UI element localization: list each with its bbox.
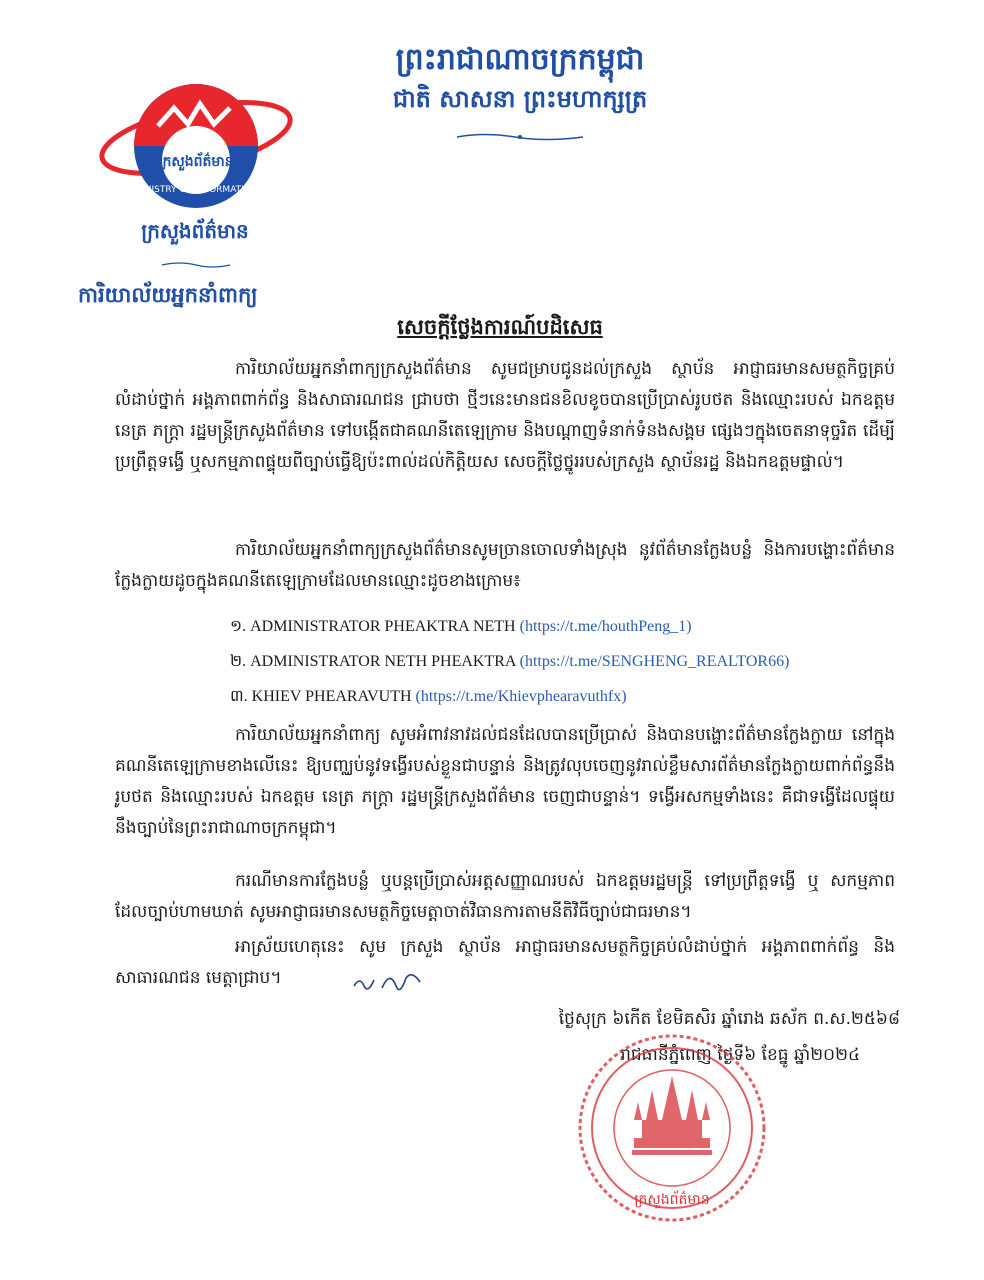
logo-emblem-text: ក្រសួងព័ត៌មាន	[158, 154, 234, 170]
document-title: សេចក្តីថ្លែងការណ៍បដិសេធ	[397, 315, 603, 339]
paragraph-5: អាស្រ័យហេតុនេះ សូម ក្រសួង ស្ថាប័ន អាជ្ញាធរមានសមត្ថកិច្ចគ្រប់លំដាប់ថ្នាក់ អង្គភាពពាក់ព័ន្ធ និងសាធារណជន មេត្តាជ្រាប។	[115, 937, 895, 988]
solar-date: រាជធានីភ្នំពេញ ថ្ងៃទី៦ ខែធ្នូ ឆ្នាំ២០២៤	[620, 1045, 860, 1065]
paragraph-3: ការិយាល័យអ្នកនាំពាក្យ សូមអំពាវនាវដល់ជនដែលបានប្រើប្រាស់ និងបានបង្ហោះព័ត៌មានក្លែងក្លាយ នៅក្នុងគណនីតេឡេក្រាមខាងលើនេះ ឱ្យបញ្ឈប់នូវទង្វើរបស់ខ្លួនជាបន្ទាន់ និងត្រូវលុបចេញនូវរាល់ខ្លឹមសារព័ត៌មានក្លែងក្លាយពាក់ព័ន្ធនឹងរូបថត និងឈ្មោះរបស់ ឯកឧត្តម នេត្រ ភក្ត្រា រដ្ឋមន្ត្រីក្រសួងព័ត៌មាន ចេញជាបន្ទាន់។ ទង្វើអសកម្មទាំងនេះ គឺជាទង្វើដែលផ្ទុយនឹងច្បាប់នៃព្រះរាជាណាចក្រកម្ពុជា។	[115, 725, 895, 838]
ministry-name: ក្រសួងព័ត៌មាន	[141, 219, 249, 243]
account-link-3[interactable]: (https://t.me/Khievphearavuthfx)	[415, 688, 627, 705]
logo-ring-text: MINISTRY OF INFORMATION	[134, 185, 258, 195]
paragraph-1: ការិយាល័យអ្នកនាំពាក្យក្រសួងព័ត៌មាន សូមជម្រាបជូនដល់ក្រសួង ស្ថាប័ន អាជ្ញាធរមានសមត្ថកិច្ចគ្រប់លំដាប់ថ្នាក់ អង្គភាពពាក់ព័ន្ធ និងសាធារណជន ជ្រាបថា ថ្មីៗនេះមានជនខិលខូចបានប្រើប្រាស់រូបថត និងឈ្មោះរបស់ ឯកឧត្តម នេត្រ ភក្ត្រា រដ្ឋមន្ត្រីក្រសួងព័ត៌មាន ទៅបង្កើតជាគណនីតេឡេក្រាម និងបណ្តាញទំនាក់ទំនងសង្គម ផ្សេងៗក្នុងចេតនាទុច្ចរិត ដើម្បីប្រព្រឹត្តទង្វើ ឬសកម្មភាពផ្ទុយពីច្បាប់ធ្វើឱ្យប៉ះពាល់ដល់កិត្តិយស សេចក្តីថ្លៃថ្នូររបស់ក្រសួង ស្ថាប័នរដ្ឋ និងឯកឧត្តមផ្ទាល់។	[115, 359, 895, 472]
official-seal	[572, 1028, 772, 1228]
ornament-small	[160, 260, 232, 270]
account-item-3: ៣. KHIEV PHEARAVUTH (https://t.me/Khievphearavuthfx)	[230, 688, 627, 705]
national-motto: ជាតិ សាសនា ព្រះមហាក្សត្រ	[392, 85, 648, 113]
account-link-2[interactable]: (https://t.me/SENGHENG_REALTOR66)	[519, 653, 790, 670]
kingdom-header: ព្រះរាជាណាចក្រកម្ពុជា	[395, 42, 645, 77]
account-item-2: ២. ADMINISTRATOR NETH PHEAKTRA (https://t.me/SENGHENG_REALTOR66)	[230, 653, 790, 670]
ornament-divider	[455, 130, 585, 144]
paragraph-4: ករណីមានការក្លែងបន្លំ ឬបន្តប្រើប្រាស់អត្តសញ្ញាណរបស់ ឯកឧត្តមរដ្ឋមន្ត្រី ទៅប្រព្រឹត្តទង្វើ ឬ សកម្មភាពដែលច្បាប់ហាមឃាត់ សូមអាជ្ញាធរមានសមត្ថកិច្ចមេត្តាចាត់វិធានការតាមនីតិវិធីច្បាប់ជាធរមាន។	[115, 871, 895, 922]
paragraph-2: ការិយាល័យអ្នកនាំពាក្យក្រសួងព័ត៌មានសូមច្រានចោលទាំងស្រុង នូវព័ត៌មានក្លែងបន្លំ និងការបង្ហោះព័ត៌មានក្លែងក្លាយដូចក្នុងគណនីតេឡេក្រាមដែលមានឈ្មោះដូចខាងក្រោម៖	[115, 540, 895, 591]
spokesperson-office: ការិយាល័យអ្នកនាំពាក្យ	[78, 283, 258, 307]
account-item-1: ១. ADMINISTRATOR PHEAKTRA NETH (https://t.me/houthPeng_1)	[230, 618, 692, 635]
seal-text: ក្រសួងព័ត៌មាន	[634, 1192, 710, 1208]
account-link-1[interactable]: (https://t.me/houthPeng_1)	[519, 618, 692, 635]
lunar-date: ថ្ងៃសុក្រ ៦កើត ខែមិគសិរ ឆ្នាំរោង ឆស័ក ព.ស.២៥៦៨	[558, 1009, 900, 1029]
angkor-wat-icon	[632, 1076, 712, 1155]
signature-initials	[350, 968, 430, 996]
ministry-logo	[96, 68, 296, 218]
